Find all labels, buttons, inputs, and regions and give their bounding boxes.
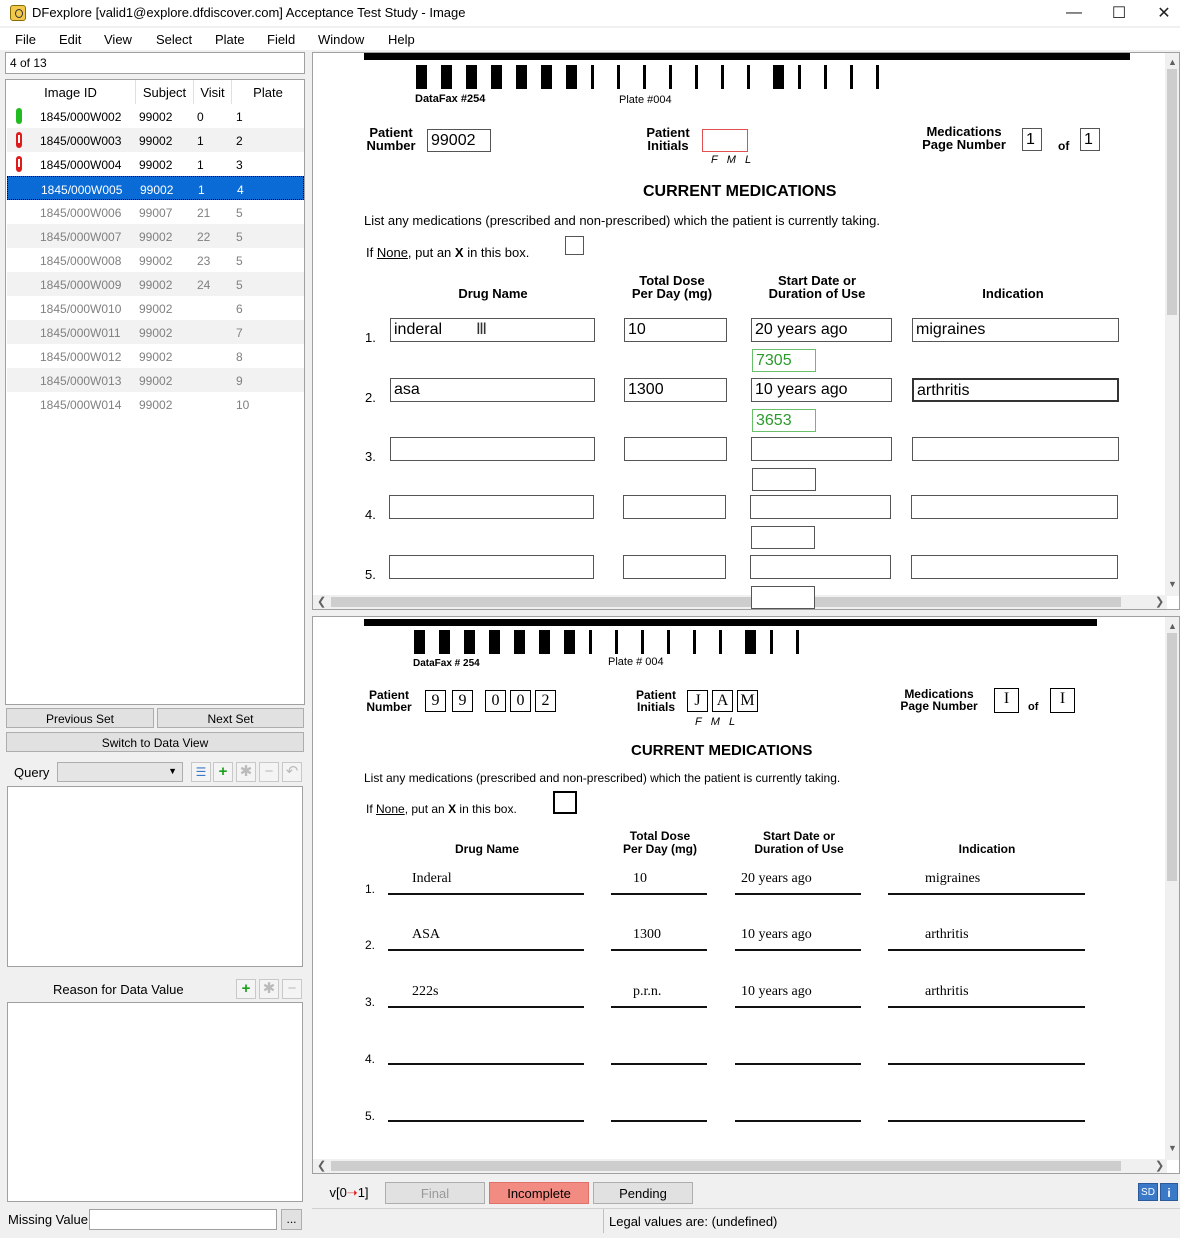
image-list-row[interactable] xyxy=(7,344,304,368)
image-list-row[interactable] xyxy=(7,128,304,152)
patient-initials-label: Patient Initials xyxy=(646,125,690,153)
pending-status-button[interactable]: Pending xyxy=(593,1182,693,1204)
row-number: 1. xyxy=(365,330,376,345)
scan-underline xyxy=(888,949,1085,951)
image-id-cell: 1845/000W007 xyxy=(40,230,122,244)
row-number: 5. xyxy=(365,567,376,582)
scan-underline xyxy=(388,893,584,895)
patient-initials-field[interactable] xyxy=(702,129,748,152)
start-date-field[interactable] xyxy=(751,437,892,461)
col-header-subject[interactable]: Subject xyxy=(136,80,194,104)
text-cursor-icon: Ⅲ xyxy=(476,321,488,338)
final-status-button[interactable]: Final xyxy=(385,1182,485,1204)
scan-plate-label: Plate # 004 xyxy=(608,656,664,668)
datafax-label: DataFax #254 xyxy=(415,93,486,105)
image-id-cell: 1845/000W002 xyxy=(40,110,122,124)
subject-cell: 99002 xyxy=(139,278,173,292)
record-counter: 4 of 13 xyxy=(5,52,305,74)
visit-cell: 24 xyxy=(197,278,211,292)
row-number: 2. xyxy=(365,390,376,405)
add-reason-icon[interactable]: + xyxy=(236,979,256,999)
plate-cell: 7 xyxy=(236,326,243,340)
query-label: Query xyxy=(14,765,50,780)
menu-file[interactable]: File xyxy=(15,32,36,47)
menu-select[interactable]: Select xyxy=(156,32,193,47)
barcode-bar xyxy=(514,630,525,654)
form-top-rule xyxy=(364,53,1130,60)
query-select[interactable] xyxy=(57,762,183,782)
scan-top-rule xyxy=(364,619,1097,626)
scroll-down-icon[interactable]: ▼ xyxy=(1168,1143,1177,1153)
status-error-icon xyxy=(16,156,22,172)
barcode-bar xyxy=(564,630,575,654)
of-label: of xyxy=(1058,139,1070,153)
scan-none-checkbox xyxy=(553,791,577,814)
scroll-right-icon[interactable]: ❯ xyxy=(1155,596,1165,608)
switch-to-data-view-button[interactable]: Switch to Data View xyxy=(6,732,304,752)
barcode-bar xyxy=(414,630,425,654)
reason-label: Reason for Data Value xyxy=(53,982,184,997)
visit-cell: 21 xyxy=(197,206,211,220)
scan-row-number: 3. xyxy=(365,995,376,1009)
scan-page-number-label: Medications Page Number xyxy=(900,687,978,713)
plate-cell: 5 xyxy=(236,206,243,220)
indication-field[interactable] xyxy=(912,437,1119,461)
reason-text-area[interactable] xyxy=(7,1002,303,1202)
indication-field[interactable] xyxy=(911,495,1118,519)
scan-col-start: Start Date or Duration of Use xyxy=(754,829,844,856)
scan-underline xyxy=(388,1063,584,1065)
plate-cell: 4 xyxy=(237,183,244,197)
scan-drug-name: 222s xyxy=(412,984,439,999)
remove-query-icon[interactable]: − xyxy=(259,762,279,782)
scan-initial: J xyxy=(687,690,708,712)
barcode-bar xyxy=(641,630,644,654)
scan-indication: migraines xyxy=(925,871,981,886)
image-id-cell: 1845/000W005 xyxy=(41,183,123,197)
col-total-dose: Total Dose Per Day (mg) xyxy=(631,273,713,301)
plate-cell: 5 xyxy=(236,230,243,244)
total-dose-field[interactable] xyxy=(623,555,726,579)
status-error-icon xyxy=(16,132,22,148)
scan-total-dose: 1300 xyxy=(633,927,661,942)
menu-bar xyxy=(0,28,1180,50)
total-dose-field[interactable] xyxy=(623,495,726,519)
subject-cell: 99002 xyxy=(139,134,173,148)
barcode-bar xyxy=(541,65,552,89)
scan-underline xyxy=(888,1120,1085,1122)
barcode-bar xyxy=(824,65,827,89)
scan-underline xyxy=(388,1006,584,1008)
barcode-bar xyxy=(773,65,784,89)
scroll-up-icon[interactable]: ▲ xyxy=(1168,621,1177,631)
incomplete-status-button[interactable]: Incomplete xyxy=(489,1182,589,1204)
scroll-up-icon[interactable]: ▲ xyxy=(1168,57,1177,67)
barcode-bar xyxy=(441,65,452,89)
patient-number-field[interactable]: 99002 xyxy=(427,129,491,152)
image-list-row[interactable] xyxy=(7,392,304,416)
barcode-bar xyxy=(669,65,672,89)
total-dose-field[interactable]: 1300 xyxy=(624,378,727,402)
indication-field[interactable]: migraines xyxy=(912,318,1119,342)
subject-cell: 99002 xyxy=(139,398,173,412)
scan-underline xyxy=(611,1063,707,1065)
scroll-left-icon[interactable]: ❮ xyxy=(317,596,327,608)
page-total-field[interactable]: 1 xyxy=(1080,128,1100,151)
duration-days-field[interactable] xyxy=(752,468,816,491)
drug-name-field[interactable]: inderal xyxy=(390,318,595,342)
scan-indication: arthritis xyxy=(925,984,969,999)
scan-drug-name: ASA xyxy=(412,927,441,942)
scan-underline xyxy=(888,1063,1085,1065)
vertical-scrollbar[interactable] xyxy=(1165,53,1179,596)
visit-cell: 1 xyxy=(198,183,205,197)
start-date-field[interactable]: 10 years ago xyxy=(751,378,892,402)
scan-none-instruction: If None, put an X in this box. xyxy=(366,802,517,816)
scroll-thumb[interactable] xyxy=(1167,633,1177,881)
image-list-row[interactable] xyxy=(7,296,304,320)
scan-row-number: 5. xyxy=(365,1109,376,1123)
barcode-bar xyxy=(876,65,879,89)
scanned-image-pane xyxy=(312,616,1180,1174)
barcode-bar xyxy=(539,630,550,654)
initials-hint: F M L xyxy=(711,154,752,166)
barcode-bar xyxy=(466,65,477,89)
plate-cell: 3 xyxy=(236,158,243,172)
image-horizontal-scrollbar[interactable] xyxy=(313,1159,1167,1173)
image-id-cell: 1845/000W010 xyxy=(40,302,122,316)
menu-view[interactable]: View xyxy=(104,32,132,47)
subject-cell: 99002 xyxy=(140,183,174,197)
visit-cell: 23 xyxy=(197,254,211,268)
image-list[interactable] xyxy=(5,79,305,705)
sd-icon[interactable]: SD xyxy=(1138,1183,1158,1201)
scan-indication: arthritis xyxy=(925,927,969,942)
col-indication: Indication xyxy=(982,286,1044,301)
plate-cell: 6 xyxy=(236,302,243,316)
scan-digit: 0 xyxy=(485,690,506,712)
scan-total-dose: p.r.n. xyxy=(633,984,662,999)
page-number-label: Medications Page Number xyxy=(922,124,1006,152)
barcode-bar xyxy=(464,630,475,654)
scan-underline xyxy=(611,949,707,951)
barcode-bar xyxy=(796,630,799,654)
close-button[interactable]: ✕ xyxy=(1157,5,1171,22)
scan-underline xyxy=(888,893,1085,895)
scan-initial: M xyxy=(737,690,758,712)
scan-of-label: of xyxy=(1028,701,1039,713)
image-id-cell: 1845/000W009 xyxy=(40,278,122,292)
legal-values-text: Legal values are: (undefined) xyxy=(609,1214,778,1229)
image-list-row[interactable] xyxy=(7,200,304,224)
scanned-form xyxy=(313,617,1167,1159)
scan-underline xyxy=(735,1063,861,1065)
barcode-bar xyxy=(439,630,450,654)
scan-underline xyxy=(735,949,861,951)
subject-cell: 99007 xyxy=(139,206,173,220)
version-indicator: v[0➝1] xyxy=(329,1185,369,1200)
subject-cell: 99002 xyxy=(139,254,173,268)
barcode-bar xyxy=(745,630,756,654)
barcode-bar xyxy=(643,65,646,89)
scan-total-dose: 10 xyxy=(633,871,647,886)
subject-cell: 99002 xyxy=(139,230,173,244)
scroll-right-icon[interactable]: ❯ xyxy=(1155,1160,1165,1172)
info-icon[interactable]: i xyxy=(1160,1183,1178,1201)
scan-digit: 9 xyxy=(425,690,446,712)
menu-window[interactable]: Window xyxy=(318,32,365,47)
minimize-button[interactable]: — xyxy=(1066,4,1082,21)
total-dose-field[interactable] xyxy=(624,437,727,461)
scan-col-indication: Indication xyxy=(958,842,1016,856)
barcode-bar xyxy=(416,65,427,89)
col-header-visit[interactable]: Visit xyxy=(194,80,232,104)
image-id-cell: 1845/000W014 xyxy=(40,398,122,412)
ecrf-form xyxy=(313,53,1167,595)
scan-underline xyxy=(388,949,584,951)
plate-label: Plate #004 xyxy=(619,94,672,106)
message-bar xyxy=(312,1208,1180,1232)
subject-cell: 99002 xyxy=(139,374,173,388)
barcode-bar xyxy=(747,65,750,89)
hscroll-thumb[interactable] xyxy=(331,1161,1121,1171)
menu-plate[interactable]: Plate xyxy=(215,32,245,47)
scan-datafax-label: DataFax # 254 xyxy=(413,658,480,669)
indication-field[interactable]: arthritis xyxy=(912,378,1119,402)
remove-reason-icon[interactable]: − xyxy=(282,979,302,999)
scan-digit: 0 xyxy=(510,690,531,712)
scan-underline xyxy=(888,1006,1085,1008)
plate-cell: 8 xyxy=(236,350,243,364)
barcode-bar xyxy=(693,630,696,654)
barcode-bar xyxy=(770,630,773,654)
scan-row-number: 2. xyxy=(365,938,376,952)
scan-underline xyxy=(735,1006,861,1008)
barcode-bar xyxy=(489,630,500,654)
barcode-bar xyxy=(721,65,724,89)
col-header-plate[interactable]: Plate xyxy=(253,85,283,100)
scan-underline xyxy=(388,1120,584,1122)
row-number: 4. xyxy=(365,507,376,522)
menu-edit[interactable]: Edit xyxy=(59,32,82,47)
image-id-cell: 1845/000W012 xyxy=(40,350,122,364)
scan-row-number: 1. xyxy=(365,882,376,896)
image-list-row[interactable] xyxy=(7,152,304,176)
scan-col-dose: Total Dose Per Day (mg) xyxy=(622,829,698,856)
image-list-row[interactable] xyxy=(7,272,304,296)
plate-cell: 9 xyxy=(236,374,243,388)
horizontal-scrollbar[interactable] xyxy=(313,595,1167,609)
page-number-field[interactable]: 1 xyxy=(1022,128,1042,151)
subject-cell: 99002 xyxy=(139,326,173,340)
col-header-image-id[interactable]: Image ID xyxy=(6,80,136,104)
visit-cell: 0 xyxy=(197,110,204,124)
image-list-row[interactable] xyxy=(7,320,304,344)
chevron-down-icon: ▼ xyxy=(168,766,177,776)
image-id-cell: 1845/000W013 xyxy=(40,374,122,388)
start-date-field[interactable] xyxy=(750,495,891,519)
menu-help[interactable]: Help xyxy=(388,32,415,47)
barcode-bar xyxy=(589,630,592,654)
edit-reason-icon[interactable]: ✱ xyxy=(259,979,279,999)
visit-cell: 1 xyxy=(197,134,204,148)
barcode-bar xyxy=(850,65,853,89)
barcode-bar xyxy=(719,630,722,654)
plate-cell: 10 xyxy=(236,398,250,412)
plate-cell: 1 xyxy=(236,110,243,124)
scroll-thumb[interactable] xyxy=(1167,69,1177,315)
missing-value-browse-button[interactable]: ... xyxy=(281,1209,302,1230)
scan-initial: A xyxy=(712,690,733,712)
barcode-bar xyxy=(491,65,502,89)
scan-start-date: 10 years ago xyxy=(741,927,812,942)
scroll-down-icon[interactable]: ▼ xyxy=(1168,579,1177,589)
hscroll-thumb[interactable] xyxy=(331,597,1121,607)
scan-underline xyxy=(735,893,861,895)
scan-heading: CURRENT MEDICATIONS xyxy=(631,742,813,759)
scan-underline xyxy=(611,893,707,895)
duration-days-field[interactable] xyxy=(751,586,815,609)
subject-cell: 99002 xyxy=(139,302,173,316)
scan-start-date: 20 years ago xyxy=(741,871,812,886)
plate-cell: 5 xyxy=(236,254,243,268)
barcode-bar xyxy=(615,630,618,654)
start-date-field[interactable]: 20 years ago xyxy=(751,318,892,342)
maximize-button[interactable]: ☐ xyxy=(1111,5,1127,22)
menu-field[interactable]: Field xyxy=(267,32,296,47)
scan-patient-initials-label: Patient Initials xyxy=(635,688,676,714)
window-title: DFexplore [valid1@explore.dfdiscover.com] Acceptance Test Study - Image xyxy=(32,5,466,20)
scan-underline xyxy=(611,1006,707,1008)
query-text-area[interactable] xyxy=(7,786,303,967)
data-entry-pane xyxy=(312,52,1180,610)
scan-digit: 2 xyxy=(535,690,556,712)
visit-cell: 1 xyxy=(197,158,204,172)
plate-cell: 2 xyxy=(236,134,243,148)
edit-query-icon[interactable]: ✱ xyxy=(236,762,256,782)
barcode-bar xyxy=(516,65,527,89)
form-heading: CURRENT MEDICATIONS xyxy=(643,183,837,200)
image-id-cell: 1845/000W008 xyxy=(40,254,122,268)
image-list-row[interactable] xyxy=(7,368,304,392)
scroll-left-icon[interactable]: ❮ xyxy=(317,1160,327,1172)
scan-row-number: 4. xyxy=(365,1052,376,1066)
scan-instruction: List any medications (prescribed and non-prescribed) which the patient is currently taking. xyxy=(364,771,841,785)
row-number: 3. xyxy=(365,449,376,464)
arrow-right-icon: ➝ xyxy=(346,1185,358,1200)
scan-initials-hint: F M L xyxy=(695,716,736,728)
col-drug-name: Drug Name xyxy=(458,286,528,301)
scan-underline xyxy=(611,1120,707,1122)
drug-name-field[interactable]: asa xyxy=(390,378,595,402)
image-list-row[interactable] xyxy=(7,104,304,128)
image-id-cell: 1845/000W011 xyxy=(40,326,121,340)
drug-name-field[interactable] xyxy=(389,555,594,579)
subject-cell: 99002 xyxy=(139,350,173,364)
drug-name-field[interactable] xyxy=(389,495,594,519)
total-dose-field[interactable]: 10 xyxy=(624,318,727,342)
patient-number-label: Patient Number xyxy=(366,125,416,153)
scan-patient-number-label: Patient Number xyxy=(366,688,412,714)
undo-icon[interactable]: ↶ xyxy=(282,762,302,782)
status-ok-icon xyxy=(16,108,22,124)
barcode-bar xyxy=(566,65,577,89)
visit-cell: 22 xyxy=(197,230,211,244)
barcode-bar xyxy=(695,65,698,89)
subject-cell: 99002 xyxy=(139,158,173,172)
none-checkbox[interactable] xyxy=(565,236,584,255)
scan-col-drug: Drug Name xyxy=(454,842,519,856)
start-date-field[interactable] xyxy=(750,555,891,579)
scan-underline xyxy=(735,1120,861,1122)
barcode-bar xyxy=(667,630,670,654)
drug-name-field[interactable] xyxy=(390,437,595,461)
barcode-bar xyxy=(617,65,620,89)
image-id-cell: 1845/000W004 xyxy=(40,158,122,172)
image-list-row[interactable] xyxy=(7,248,304,272)
image-list-row[interactable] xyxy=(7,176,304,200)
missing-value-input[interactable] xyxy=(89,1209,277,1230)
image-id-cell: 1845/000W006 xyxy=(40,206,122,220)
image-vertical-scrollbar[interactable] xyxy=(1165,617,1179,1160)
next-set-button[interactable]: Next Set xyxy=(157,708,304,728)
scan-page-num: I xyxy=(994,688,1019,713)
scan-drug-name: Inderal xyxy=(412,871,452,886)
duration-days-field[interactable]: 7305 xyxy=(752,349,816,372)
instruction-text: List any medications (prescribed and non-prescribed) which the patient is currently taking. xyxy=(364,213,880,228)
none-instruction: If None, put an X in this box. xyxy=(366,245,530,260)
title-bar xyxy=(0,0,1180,26)
image-id-cell: 1845/000W003 xyxy=(40,134,122,148)
barcode-bar xyxy=(591,65,594,89)
subject-cell: 99002 xyxy=(139,110,173,124)
app-icon xyxy=(10,5,26,21)
duration-days-field[interactable]: 3653 xyxy=(752,409,816,432)
duration-days-field[interactable] xyxy=(751,526,815,549)
col-start-date: Start Date or Duration of Use xyxy=(768,273,866,301)
scan-start-date: 10 years ago xyxy=(741,984,812,999)
scan-digit: 9 xyxy=(452,690,473,712)
list-icon[interactable]: ☰ xyxy=(191,762,211,782)
barcode-bar xyxy=(798,65,801,89)
add-query-icon[interactable]: + xyxy=(213,762,233,782)
plate-cell: 5 xyxy=(236,278,243,292)
scan-page-total: I xyxy=(1050,688,1075,713)
missing-value-label: Missing Value xyxy=(8,1212,88,1227)
image-list-row[interactable] xyxy=(7,224,304,248)
previous-set-button[interactable]: Previous Set xyxy=(6,708,154,728)
indication-field[interactable] xyxy=(911,555,1118,579)
